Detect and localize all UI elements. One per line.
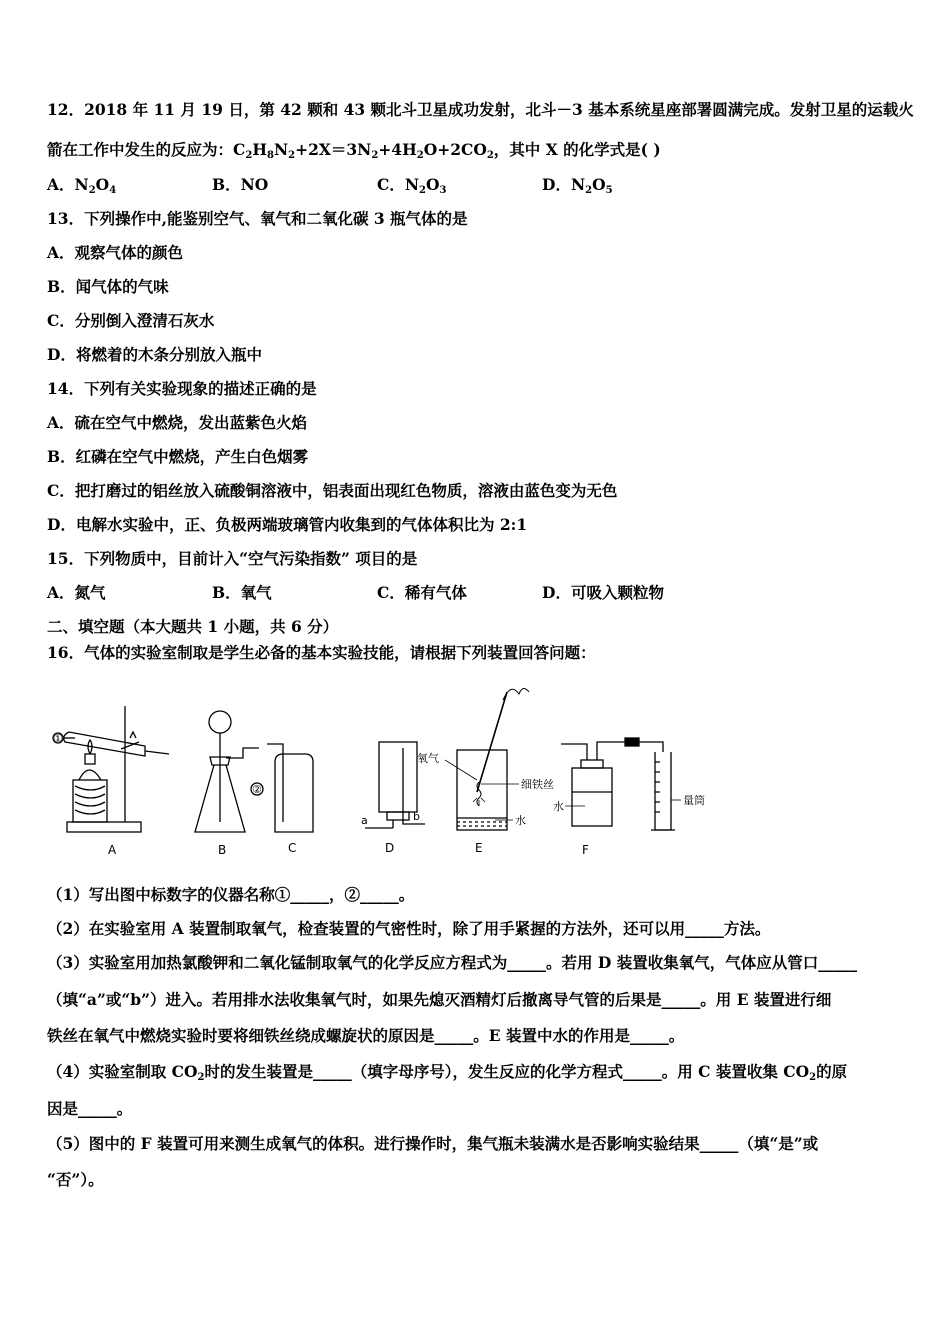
apparatus-b [195,711,259,832]
q12-c-s1: 2 [419,185,426,196]
q16-part2: （2）在实验室用 A 装置制取氧气，检查装置的气密性时，除了用手紧握的方法外，还可以用_____方法。 [47,919,771,938]
q13-option-b: B．闻气体的气味 [47,277,169,296]
q12-c-s2: 3 [439,185,447,196]
q12-sub1: 2 [245,150,253,161]
apparatus-figure [45,672,715,862]
q12-line2-pre: 箭在工作中发生的反应为：C [47,140,246,159]
label-a: A [108,843,117,857]
q12-option-b: B．NO [212,175,269,194]
q12-mid2: +4H [378,140,417,159]
q12-h: H [252,140,267,159]
q16-p4-s2: 2 [809,1072,817,1083]
q13-stem: 13．下列操作中,能鉴别空气、氧气和二氧化碳 3 瓶气体的是 [47,209,468,228]
q14-option-a: A．硫在空气中燃烧，发出蓝紫色火焰 [47,413,308,432]
q12-sub2: 8 [266,150,274,161]
q16-part3-line1: （3）实验室用加热氯酸钾和二氧化锰制取氧气的化学反应方程式为_____。若用 D 装置收集氧气，气体应从管口_____ [47,953,858,972]
q12-a-pre: A．N [47,175,89,194]
apparatus-a [53,706,169,832]
q12-post: ，其中 X 的化学式是( ) [493,140,661,159]
q14-stem: 14．下列有关实验现象的描述正确的是 [47,379,317,398]
q14-option-c: C．把打磨过的铝丝放入硫酸铜溶液中，铝表面出现红色物质，溶液由蓝色变为无色 [47,481,618,500]
label-f: F [582,843,589,857]
q16-part1: （1）写出图中标数字的仪器名称①_____，②_____。 [47,885,415,904]
q12-option-c [377,175,446,195]
q14-option-d: D．电解水实验中，正、负极两端玻璃管内收集到的气体体积比为 2:1 [47,515,528,534]
q16-p4-mid: 时的发生装置是_____（填字母序号），发生反应的化学方程式_____。用 C 装置收集 CO [204,1062,810,1081]
apparatus-svg [45,672,715,862]
q13-option-c: C．分别倒入澄清石灰水 [47,311,215,330]
section-title: 二、填空题（本大题共 1 小题，共 6 分） [47,617,339,636]
q12-sub3: 2 [288,150,296,161]
q16-part5-line1: （5）图中的 F 装置可用来测生成氧气的体积。进行操作时，集气瓶未装满水是否影响实验结果_____（填“是”或 [47,1134,819,1153]
q12-d-pre: D．N [542,175,586,194]
q13-option-a: A．观察气体的颜色 [47,243,184,262]
iron-wire-label: 细铁丝 [521,778,554,791]
q15-option-d: D．可吸入颗粒物 [542,583,664,602]
label-d: D [385,841,395,855]
oxygen-label: 氧气 [417,752,439,765]
cylinder-label: 量筒 [683,794,705,807]
label-c: C [288,841,297,855]
q12-line2 [47,140,661,160]
q12-a-mid: O [95,175,110,194]
port-a-label: a [361,814,368,827]
q12-option-a [47,175,116,195]
q16-p4-s1: 2 [197,1072,205,1083]
water-f-label: 水 [553,800,564,813]
q16-part4-line1 [47,1062,847,1082]
q15-stem: 15．下列物质中，目前计入“空气污染指数” 项目的是 [47,549,418,568]
q16-part3-line2: （填“a”或“b”）进入。若用排水法收集氧气时，如果先熄灭酒精灯后撤离导气管的后果是_____。用 E 装置进行细 [47,990,832,1009]
q16-p4-post: 的原 [816,1062,848,1081]
q15-option-b: B．氧气 [212,583,272,602]
q12-option-d [542,175,613,195]
q12-d-s2: 5 [605,185,613,196]
q12-line1: 12．2018 年 11 月 19 日，第 42 颗和 43 颗北斗卫星成功发射，北斗－3 基本系统星座部署圆满完成。发射卫星的运载火 [47,100,914,119]
q12-a-s2: 4 [109,185,117,196]
apparatus-f [561,738,675,830]
q12-sub6: 2 [486,150,494,161]
q16-stem: 16．气体的实验室制取是学生必备的基本实验技能，请根据下列装置回答问题： [47,643,596,662]
apparatus-e [457,688,529,830]
label-e: E [475,841,483,855]
q13-option-d: D．将燃着的木条分别放入瓶中 [47,345,262,364]
q12-c-pre: C．N [377,175,420,194]
q15-option-c: C．稀有气体 [377,583,467,602]
port-b-label: b [413,810,420,823]
q12-c-mid: O [425,175,440,194]
q16-p4-pre: （4）实验室制取 CO [47,1062,198,1081]
q12-a-s1: 2 [88,185,96,196]
q12-sub4: 2 [371,150,379,161]
q16-part4-line2: 因是_____。 [47,1099,133,1118]
q12-mid: +2X＝3N [295,140,372,159]
q12-d-s1: 2 [585,185,593,196]
label-b: B [218,843,227,857]
mark-2: ② [252,783,262,796]
water-e-label: 水 [515,814,526,827]
q15-option-a: A．氮气 [47,583,106,602]
q16-part5-line2: “否”）。 [47,1170,104,1189]
q12-d-mid: O [592,175,606,194]
mark-1: ① [53,732,63,745]
q12-sub5: 2 [416,150,424,161]
q16-part3-line3: 铁丝在氧气中燃烧实验时要将细铁丝绕成螺旋状的原因是_____。E 装置中水的作用是_____。 [47,1026,685,1045]
q14-option-b: B．红磷在空气中燃烧，产生白色烟雾 [47,447,309,466]
q12-n: N [273,140,289,159]
q12-mid3: O+2CO [423,140,487,159]
